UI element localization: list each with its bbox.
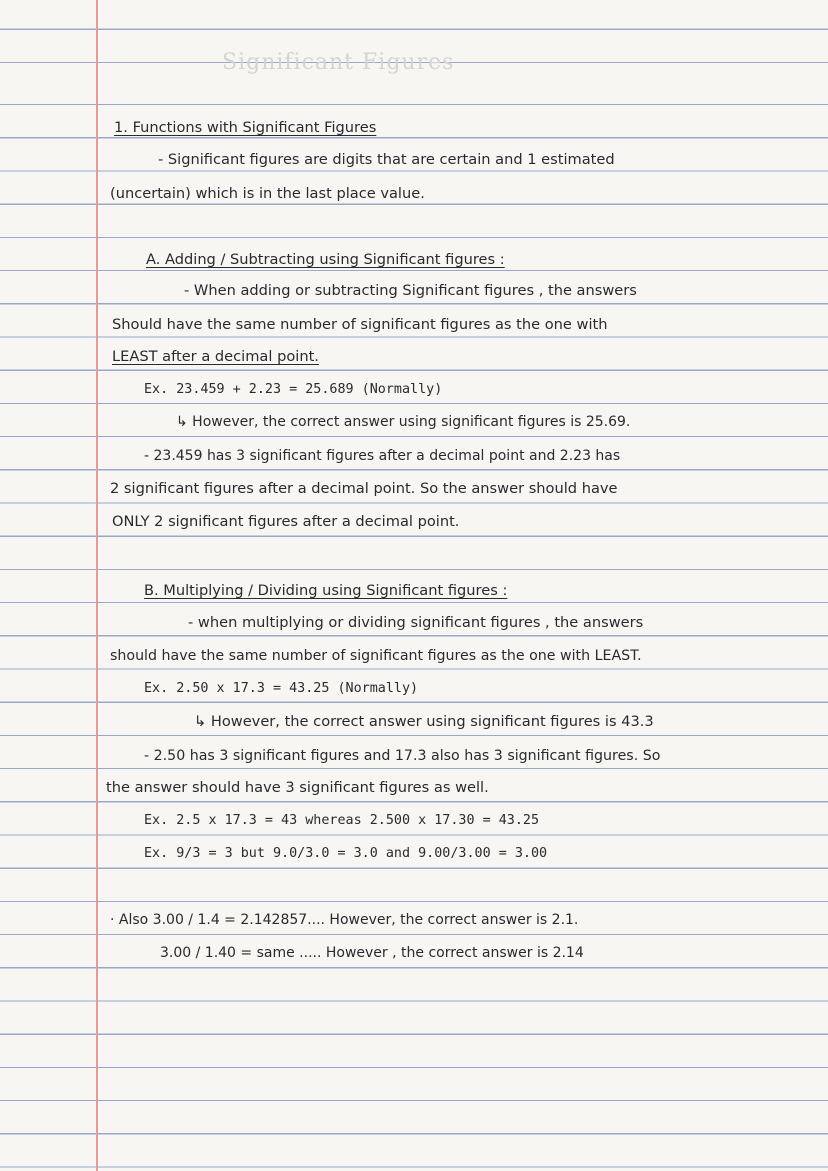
adding-example: Ex. 23.459 + 2.23 = 25.689 (Normally) bbox=[144, 382, 443, 397]
adding-correct-answer: ↳ However, the correct answer using significant figures is 25.69. bbox=[176, 414, 631, 430]
subheading-multiplying: B. Multiplying / Dividing using Significant figures : bbox=[144, 582, 508, 599]
definition-line-2: (uncertain) which is in the last place value. bbox=[110, 185, 425, 202]
also-note-line-1: · Also 3.00 / 1.4 = 2.142857.... However, the correct answer is 2.1. bbox=[110, 912, 579, 928]
multiplying-correct-answer: ↳ However, the correct answer using significant figures is 43.3 bbox=[194, 713, 654, 730]
multiplying-rule-line-1: - when multiplying or dividing significant figures , the answers bbox=[188, 614, 644, 631]
multiplying-example-2: Ex. 2.5 x 17.3 = 43 whereas 2.500 x 17.30 = 43.25 bbox=[144, 813, 540, 828]
multiplying-rule-line-2: should have the same number of significant figures as the one with LEAST. bbox=[110, 648, 642, 664]
multiplying-example-3: Ex. 9/3 = 3 but 9.0/3.0 = 3.0 and 9.00/3.00 = 3.00 bbox=[144, 846, 548, 861]
adding-explanation-line-2: 2 significant figures after a decimal point. So the answer should have bbox=[110, 480, 618, 497]
multiplying-example: Ex. 2.50 x 17.3 = 43.25 (Normally) bbox=[144, 681, 419, 696]
definition-line-1: - Significant figures are digits that are certain and 1 estimated bbox=[158, 151, 615, 168]
subheading-adding: A. Adding / Subtracting using Significant figures : bbox=[146, 251, 505, 268]
adding-rule-line-3: LEAST after a decimal point. bbox=[112, 348, 319, 365]
also-note-line-2: 3.00 / 1.40 = same ..... However , the correct answer is 2.14 bbox=[160, 945, 584, 961]
multiplying-explanation-line-1: - 2.50 has 3 significant figures and 17.3 also has 3 significant figures. So bbox=[144, 748, 661, 764]
adding-rule-line-1: - When adding or subtracting Significant figures , the answers bbox=[184, 282, 637, 299]
section-heading: 1. Functions with Significant Figures bbox=[114, 119, 377, 136]
adding-explanation-line-1: - 23.459 has 3 significant figures after a decimal point and 2.23 has bbox=[144, 448, 621, 464]
bleed-through-title: Significant Figures bbox=[222, 50, 455, 75]
adding-explanation-line-3: ONLY 2 significant figures after a decimal point. bbox=[112, 513, 460, 530]
margin-line bbox=[96, 0, 98, 1171]
adding-rule-line-2: Should have the same number of significant figures as the one with bbox=[112, 316, 608, 333]
multiplying-explanation-line-2: the answer should have 3 significant figures as well. bbox=[106, 779, 489, 796]
